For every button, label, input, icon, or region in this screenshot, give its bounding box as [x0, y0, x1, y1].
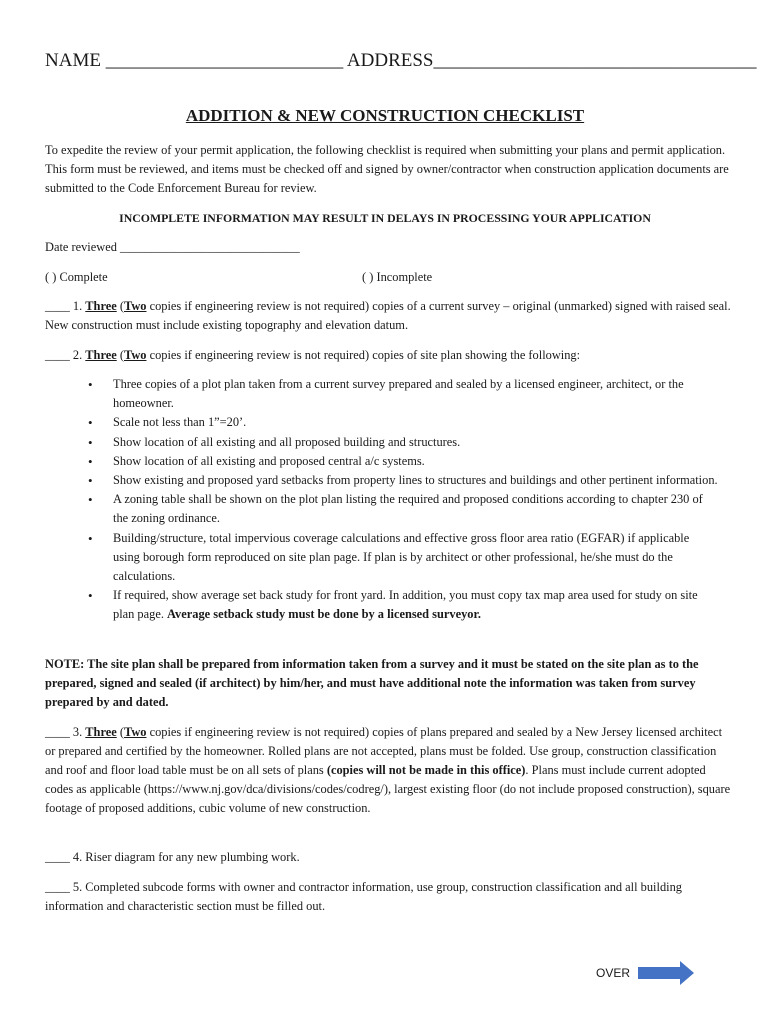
item-2-blank[interactable]: ____ — [45, 348, 70, 362]
list-item: • Three copies of a plot plan taken from a current survey prepared and sealed by a licensed engineer, architect, or the homeowner. — [68, 375, 718, 413]
item-1-text: copies if engineering review is not required) copies of a current survey – original (unmarked) signed with raised seal. New construction must include existing topography and elevation datum. — [45, 299, 731, 332]
bullet-8-bold: Average setback study must be done by a licensed surveyor. — [167, 607, 481, 622]
item-3-text: copies if engineering review is not required) copies of plans prepared and sealed by a New Jersey licensed architect or prepared and certified by the homeowner. Rolled plans are not accepted, plans must be folded. Use group, construction classification and roof and floor load table must be on all sets of plans — [45, 725, 723, 777]
item-2-text: copies if engineering review is not required) copies of site plan showing the following: — [149, 348, 581, 362]
date-reviewed-blank: _____________________________ — [120, 240, 300, 254]
item-5-blank[interactable]: ____ — [45, 880, 70, 894]
checklist-item-5 — [45, 878, 731, 916]
item-1-blank[interactable]: ____ — [45, 299, 70, 313]
date-reviewed-label: Date reviewed — [45, 240, 117, 254]
item-5-number: 5. — [72, 880, 83, 894]
item-2-two: Two — [123, 348, 147, 362]
item-3-text-continued: . Plans must include current adopted codes as applicable (https://www.nj.gov/dca/divisions/codes/codreg/), largest existing floor (do not include proposed construction), square footage of proposed additions, cubic volume of new construction. — [45, 763, 731, 815]
site-plan-requirements-list — [68, 375, 718, 625]
checklist-item-4 — [45, 848, 731, 867]
over-indicator — [596, 961, 694, 985]
list-item: • Show location of all existing and proposed central a/c systems. — [68, 452, 718, 471]
intro-paragraph: To expedite the review of your permit application, the following checklist is required when submitting your plans and permit application. This form must be reviewed, and items must be checked off and signed by owner/contractor when construction application documents are submitted to the Code Enforcement Bureau for review. — [45, 143, 729, 195]
address-label: ADDRESS — [346, 50, 434, 71]
item-2-paren: ( — [119, 348, 124, 362]
checklist-item-3 — [45, 723, 731, 818]
over-label: OVER — [596, 966, 631, 980]
page-title: ADDITION & NEW CONSTRUCTION CHECKLIST — [185, 106, 585, 125]
item-3-three: Three — [85, 725, 117, 739]
warning-text: INCOMPLETE INFORMATION MAY RESULT IN DELAYS IN PROCESSING YOUR APPLICATION — [119, 211, 651, 225]
item-2-three: Three — [85, 348, 117, 362]
item-4-blank[interactable]: ____ — [45, 850, 70, 864]
checklist-item-1 — [45, 297, 731, 335]
checklist-item-2 — [45, 346, 731, 365]
date-reviewed-line — [45, 238, 731, 257]
item-3-two: Two — [123, 725, 147, 739]
item-5-text: Completed subcode forms with owner and contractor information, use group, construction classification and all building information and characteristic section must be filled out. — [45, 880, 682, 913]
item-4-text: Riser diagram for any new plumbing work. — [85, 850, 300, 864]
item-3-paren: ( — [119, 725, 124, 739]
item-3-blank[interactable]: ____ — [45, 725, 70, 739]
complete-checkbox[interactable]: ( ) Complete — [45, 270, 108, 284]
item-1-paren: ( — [119, 299, 124, 313]
list-item: • Show existing and proposed yard setbacks from property lines to structures and buildings and other pertinent information. — [68, 471, 718, 490]
site-plan-note: NOTE: The site plan shall be prepared from information taken from a survey and it must be stated on the site plan as to the prepared, signed and sealed (if architect) by him/her, and must have additional note the information was taken from survey prepared by and dated. — [45, 657, 699, 709]
status-line — [45, 268, 731, 287]
address-blank: __________________________________ — [433, 50, 757, 71]
list-item: • Show location of all existing and all proposed building and structures. — [68, 433, 718, 452]
item-1-three: Three — [85, 299, 117, 313]
item-1-number: 1. — [72, 299, 83, 313]
list-item: • A zoning table shall be shown on the plot plan listing the required and proposed conditions according to chapter 230 of the zoning ordinance. — [68, 490, 718, 528]
item-2-number: 2. — [72, 348, 83, 362]
item-1-two: Two — [123, 299, 147, 313]
item-3-bold-text: (copies will not be made in this office) — [326, 763, 526, 777]
item-4-number: 4. — [72, 850, 83, 864]
list-item: • Building/structure, total impervious coverage calculations and effective gross floor area ratio (EGFAR) if applicable using borough form reproduced on site plan page. If plan is by architect or other professional, he/she must do the calculations. — [68, 529, 718, 587]
incomplete-checkbox[interactable]: ( ) Incomplete — [362, 270, 433, 284]
list-item: • Scale not less than 1”=20’. — [68, 413, 718, 432]
bullet-8-text: If required, show average set back study for front yard. In addition, you must copy tax map area used for study on site plan page. — [113, 588, 698, 622]
name-label: NAME — [45, 50, 101, 71]
header-line — [45, 50, 756, 72]
list-item — [68, 586, 718, 624]
item-3-number: 3. — [72, 725, 83, 739]
right-arrow-icon — [638, 961, 694, 985]
name-blank: _________________________ — [105, 50, 344, 71]
